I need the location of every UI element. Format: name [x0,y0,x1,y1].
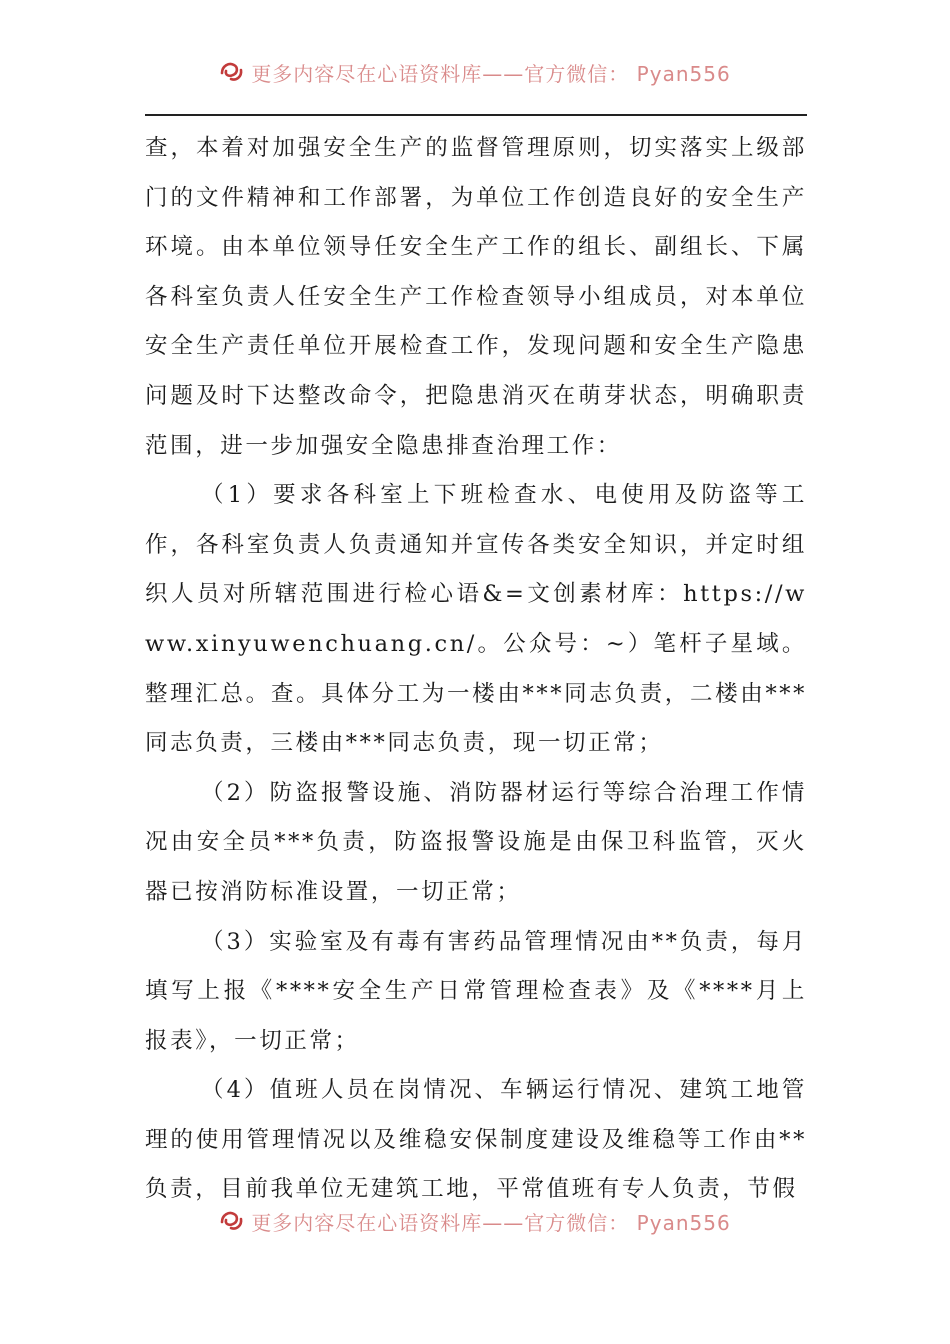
brand-logo-icon [219,59,245,85]
watermark-text: 更多内容尽在心语资料库——官方微信： Pyan556 [251,1210,731,1235]
paragraph-intro: 查，本着对加强安全生产的监督管理原则，切实落实上级部门的文件精神和工作部署，为单位工作创造良好的安全生产环境。由本单位领导任安全生产工作的组长、副组长、下属各科室负责人任安全生产工作检查领导小组成员，对本单位安全生产责任单位开展检查工作，发现问题和安全生产隐患问题及时下达整改命令，把隐患消灭在萌芽状态，明确职责范围，进一步加强安全隐患排查治理工作： [145,135,807,459]
header-divider [145,114,807,116]
watermark-text: 更多内容尽在心语资料库——官方微信： Pyan556 [251,61,731,86]
paragraph-item-2: （2）防盗报警设施、消防器材运行等综合治理工作情况由安全员***负责，防盗报警设施是由保卫科监管，灭火器已按消防标准设置，一切正常； [145,779,807,905]
document-body [145,124,807,1215]
header-watermark [0,54,950,90]
footer-watermark [0,1203,950,1239]
brand-logo-icon [219,1208,245,1234]
paragraph-item-4: （4）值班人员在岗情况、车辆运行情况、建筑工地管理的使用管理情况以及维稳安保制度建设及维稳等工作由**负责，目前我单位无建筑工地，平常值班有专人负责，节假 [145,1077,807,1203]
paragraph-item-1: （1）要求各科室上下班检查水、电使用及防盗等工作，各科室负责人负责通知并宣传各类安全知识，并定时组织人员对所辖范围进行检心语&=文创素材库：https://www.xinyuwenchuang.cn/。公众号：~）笔杆子星域。整理汇总。查。具体分工为一楼由***同志负责，二楼由***同志负责，三楼由***同志负责，现一切正常； [145,482,807,757]
paragraph-item-3: （3）实验室及有毒有害药品管理情况由**负责，每月填写上报《****安全生产日常管理检查表》及《****月上报表》，一切正常； [145,928,807,1054]
